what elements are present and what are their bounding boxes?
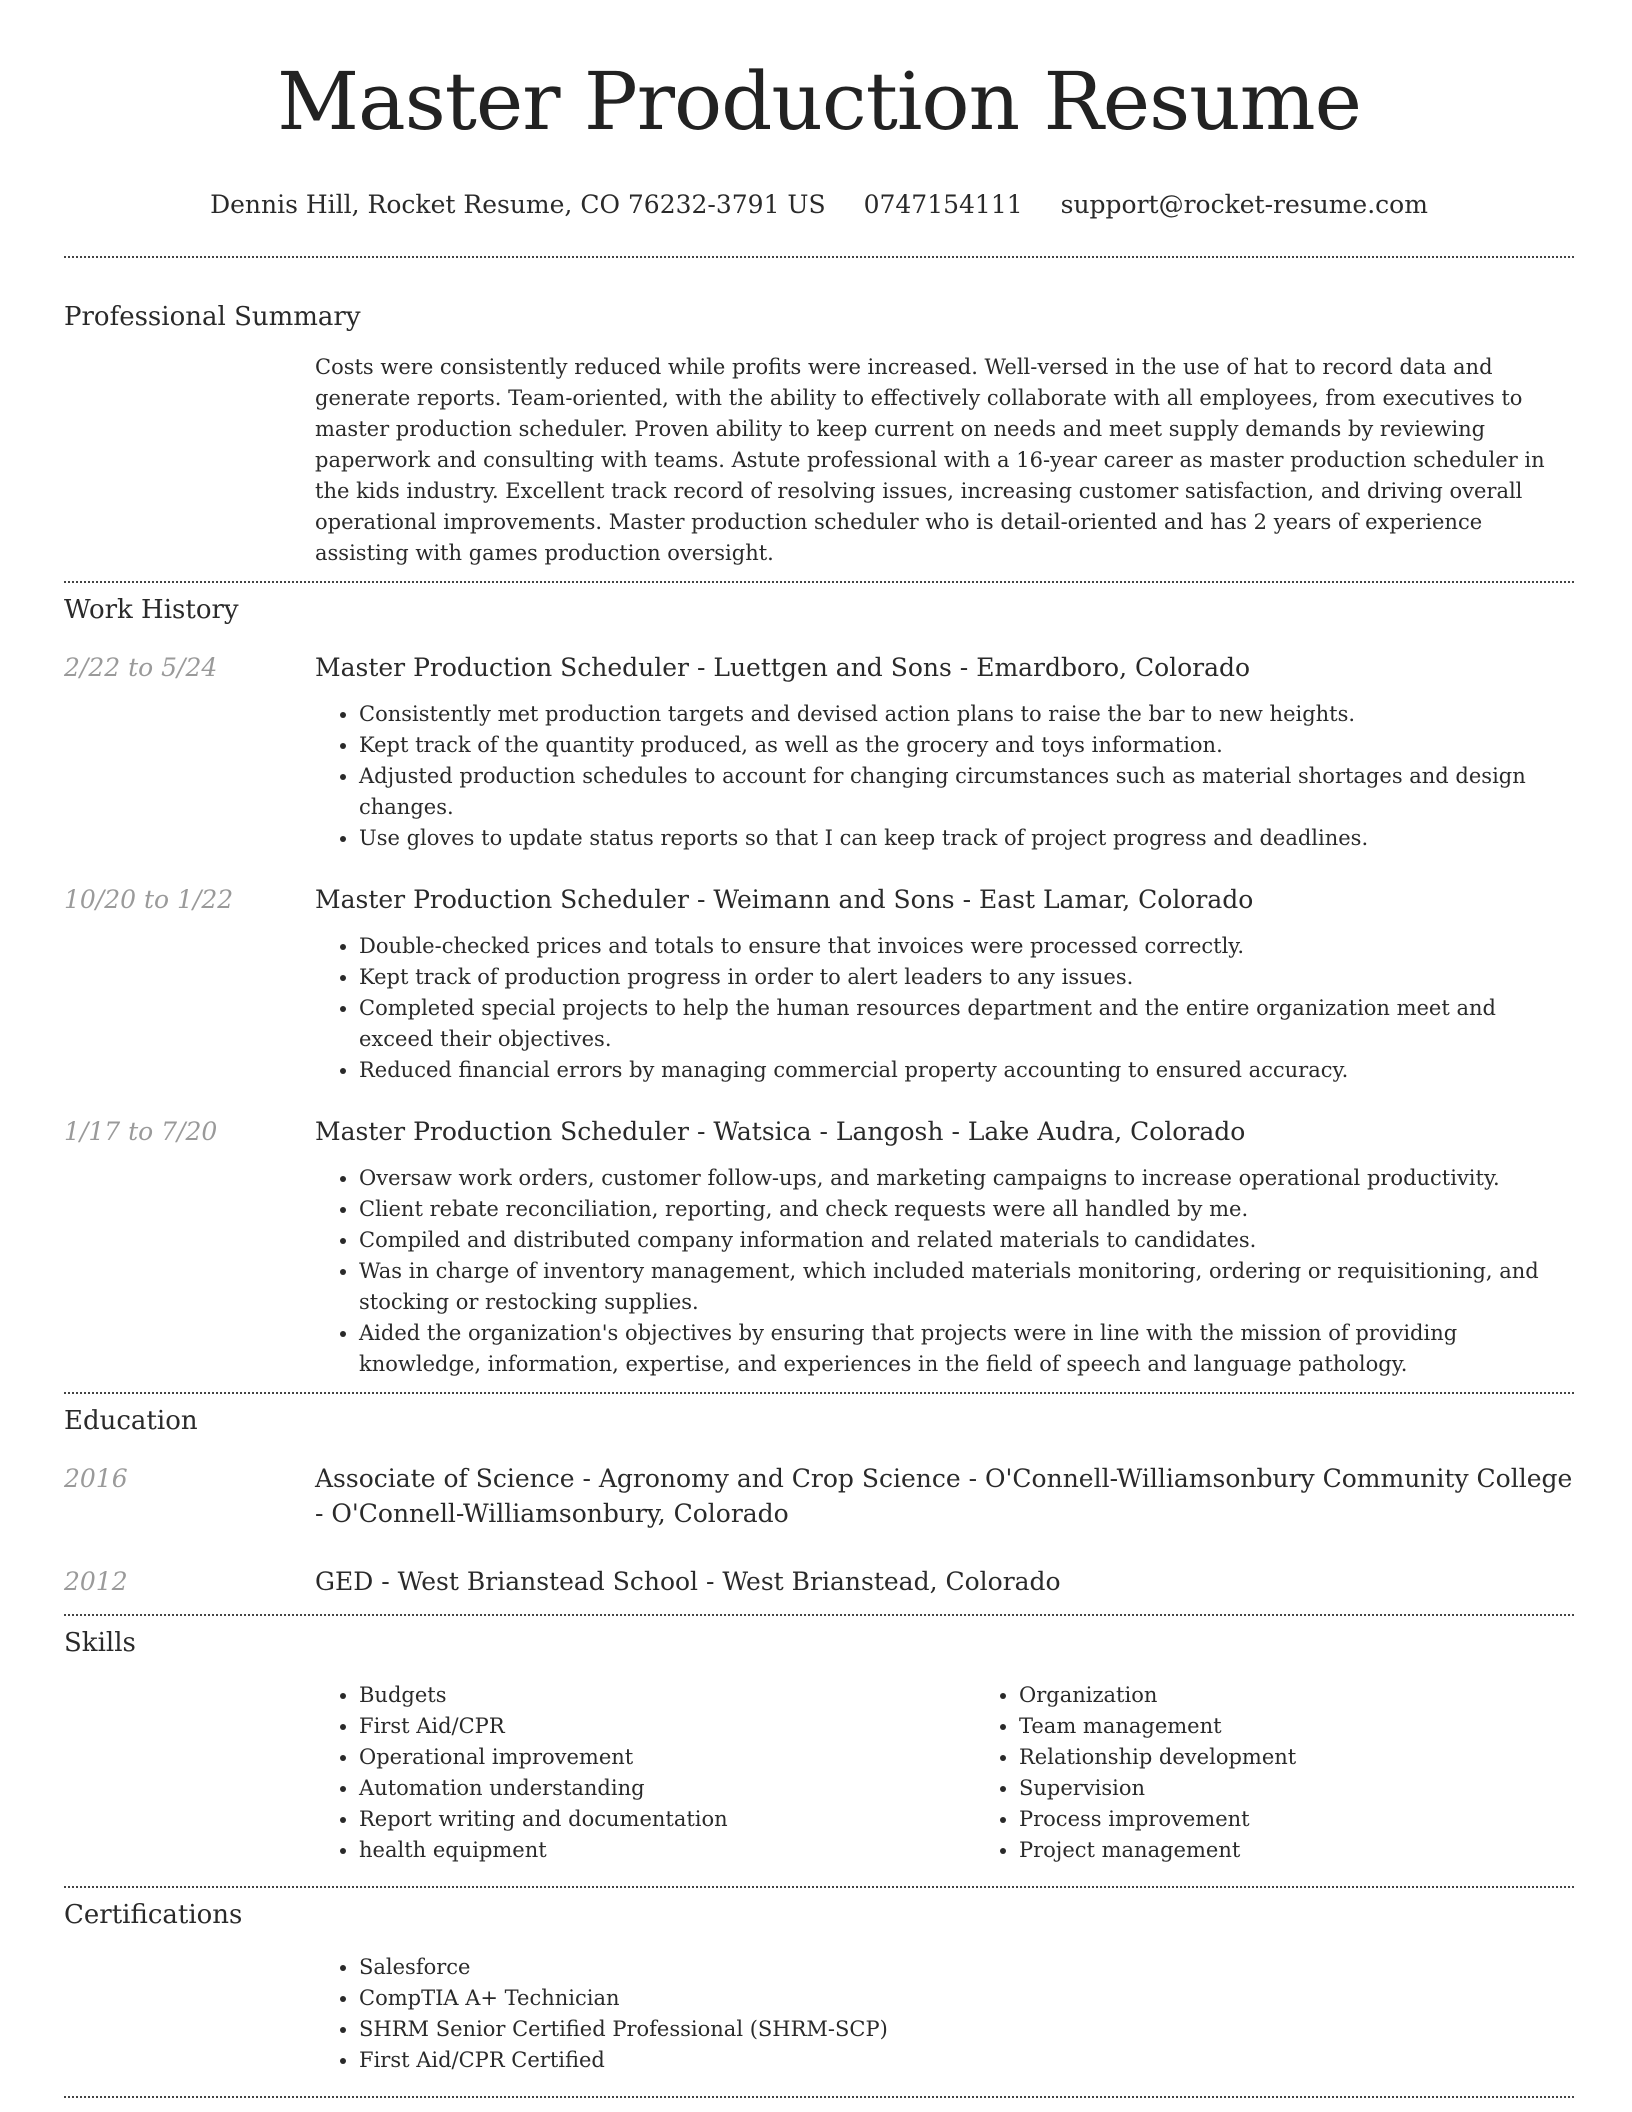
resume-title: Master Production Resume (277, 55, 1361, 148)
section-title-summary: Professional Summary (64, 302, 361, 332)
list-item: • Budgets (359, 1680, 975, 1711)
contact-address: Dennis Hill, Rocket Resume, CO 76232-3791 US (210, 190, 826, 219)
list-item: • Oversaw work orders, customer follow-ups, and marketing campaigns to increase operational productivity. (359, 1163, 1574, 1194)
list-item: • Project management (1019, 1835, 1632, 1866)
list-item: • Kept track of production progress in order to alert leaders to any issues. (359, 962, 1574, 993)
certifications-list (315, 1952, 1574, 2076)
section-title-skills: Skills (64, 1628, 136, 1658)
job-entry (64, 882, 1574, 1086)
education-entry (64, 1564, 1574, 1599)
job-details (315, 882, 1574, 1086)
list-item: • Process improvement (1019, 1804, 1632, 1835)
skills-list-left (315, 1680, 975, 1866)
skills-section (64, 1626, 1574, 1866)
list-item: • First Aid/CPR (359, 1711, 975, 1742)
contact-email: support@rocket-resume.com (1060, 190, 1428, 219)
divider (64, 581, 1574, 583)
list-item: • Use gloves to update status reports so that I can keep track of project progress and deadlines. (359, 823, 1574, 854)
summary-section (64, 300, 1574, 569)
divider (64, 1614, 1574, 1616)
certifications-section (64, 1898, 1574, 2076)
section-title-certifications: Certifications (64, 1900, 243, 1930)
job-bullets (315, 1163, 1574, 1380)
job-details (315, 1114, 1574, 1380)
skills-list-right (975, 1680, 1632, 1866)
education-entry (64, 1461, 1574, 1531)
divider (64, 1886, 1574, 1888)
list-item: • CompTIA A+ Technician (359, 1983, 1574, 2014)
education-heading: Associate of Science - Agronomy and Crop Science - O'Connell-Williamsonbury Community College - O'Connell-Williamsonbury, Colorado (315, 1464, 1573, 1528)
job-dates: 1/17 to 7/20 (64, 1117, 218, 1146)
list-item: • Reduced financial errors by managing commercial property accounting to ensured accuracy. (359, 1055, 1574, 1086)
list-item: • health equipment (359, 1835, 975, 1866)
job-entry (64, 1114, 1574, 1380)
job-dates: 2/22 to 5/24 (64, 653, 218, 682)
list-item: • Kept track of the quantity produced, as well as the grocery and toys information. (359, 730, 1574, 761)
job-heading: Master Production Scheduler - Luettgen and Sons - Emardboro, Colorado (315, 653, 1251, 682)
list-item: • Operational improvement (359, 1742, 975, 1773)
list-item: • Client rebate reconciliation, reporting, and check requests were all handled by me. (359, 1194, 1574, 1225)
job-dates: 10/20 to 1/22 (64, 885, 234, 914)
education-year: 2012 (64, 1567, 128, 1596)
education-year: 2016 (64, 1464, 128, 1493)
list-item: • First Aid/CPR Certified (359, 2045, 1574, 2076)
list-item: • Team management (1019, 1711, 1632, 1742)
list-item: • Consistently met production targets and devised action plans to raise the bar to new heights. (359, 699, 1574, 730)
list-item: • Was in charge of inventory management, which included materials monitoring, ordering or requisitioning, and stocking or restocking supplies. (359, 1256, 1574, 1318)
list-item: • Organization (1019, 1680, 1632, 1711)
job-details (315, 650, 1574, 854)
section-title-education: Education (64, 1406, 198, 1436)
list-item: • Salesforce (359, 1952, 1574, 1983)
job-bullets (315, 699, 1574, 854)
job-heading: Master Production Scheduler - Watsica - Langosh - Lake Audra, Colorado (315, 1117, 1246, 1146)
contact-phone: 0747154111 (863, 190, 1023, 219)
list-item: • Automation understanding (359, 1773, 975, 1804)
education-section (64, 1404, 1574, 1599)
job-heading: Master Production Scheduler - Weimann and Sons - East Lamar, Colorado (315, 885, 1254, 914)
summary-text: Costs were consistently reduced while profits were increased. Well-versed in the use of hat to record data and generate reports. Team-oriented, with the ability to effectively collaborate with all employees, from executives to master production scheduler. Proven ability to keep current on needs and meet supply demands by reviewing paperwork and consulting with teams. Astute professional with a 16-year career as master production scheduler in the kids industry. Excellent track record of resolving issues, increasing customer satisfaction, and driving overall operational improvements. Master production scheduler who is detail-oriented and has 2 years of experience assisting with games production oversight. (315, 355, 1545, 565)
list-item: • SHRM Senior Certified Professional (SHRM-SCP) (359, 2014, 1574, 2045)
job-bullets (315, 931, 1574, 1086)
skills-grid (315, 1680, 1574, 1866)
work-history-section (64, 593, 1574, 1380)
list-item: • Supervision (1019, 1773, 1632, 1804)
list-item: • Compiled and distributed company information and related materials to candidates. (359, 1225, 1574, 1256)
resume-page (64, 0, 1574, 2098)
list-item: • Adjusted production schedules to account for changing circumstances such as material shortages and design changes. (359, 761, 1574, 823)
divider (64, 1392, 1574, 1394)
list-item: • Aided the organization's objectives by ensuring that projects were in line with the mission of providing knowledge, information, expertise, and experiences in the field of speech and language pathology. (359, 1318, 1574, 1380)
education-heading: GED - West Brianstead School - West Brianstead, Colorado (315, 1567, 1061, 1596)
divider (64, 256, 1574, 258)
list-item: • Double-checked prices and totals to ensure that invoices were processed correctly. (359, 931, 1574, 962)
job-entry (64, 650, 1574, 854)
list-item: • Completed special projects to help the human resources department and the entire organization meet and exceed their objectives. (359, 993, 1574, 1055)
section-title-work: Work History (64, 595, 239, 625)
divider (64, 2096, 1574, 2098)
certifications-block (315, 1952, 1574, 2076)
contact-line (64, 188, 1574, 222)
list-item: • Report writing and documentation (359, 1804, 975, 1835)
list-item: • Relationship development (1019, 1742, 1632, 1773)
